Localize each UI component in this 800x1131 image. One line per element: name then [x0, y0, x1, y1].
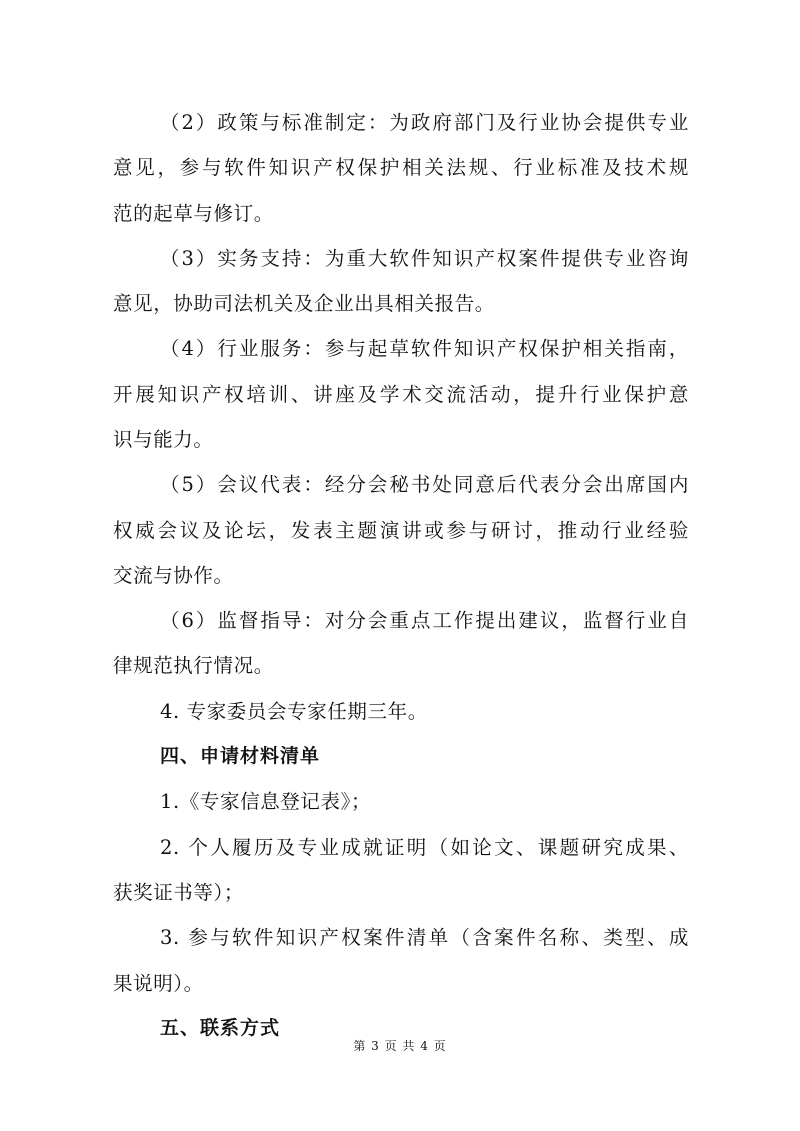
paragraph-policy-line-2: 意见，参与软件知识产权保护相关法规、行业标准及技术规 — [113, 156, 689, 179]
paragraph-practice-line-2: 意见，协助司法机关及企业出具相关报告。 — [113, 292, 495, 315]
material-item-3-line-2: 果说明）。 — [113, 972, 204, 995]
paragraph-policy-line-1: （2）政策与标准制定：为政府部门及行业协会提供专业 — [160, 111, 689, 134]
material-item-2-line-1: 2. 个人履历及专业成就证明（如论文、课题研究成果、 — [160, 836, 689, 859]
paragraph-meeting-line-3: 交流与协作。 — [113, 564, 234, 587]
material-item-1: 1.《专家信息登记表》； — [160, 790, 372, 813]
material-item-2-line-2: 获奖证书等）； — [113, 881, 244, 904]
material-item-3-line-1: 3. 参与软件知识产权案件清单（含案件名称、类型、成 — [160, 926, 689, 949]
page-number-footer: 第 3 页 共 4 页 — [353, 1039, 447, 1053]
term-item: 4. 专家委员会专家任期三年。 — [160, 700, 428, 723]
paragraph-supervision-line-2: 律规范执行情况。 — [113, 654, 274, 677]
section-heading-contact: 五、联系方式 — [160, 1017, 281, 1039]
paragraph-policy-line-3: 范的起草与修订。 — [113, 202, 274, 225]
paragraph-industry-line-3: 识与能力。 — [113, 428, 214, 451]
paragraph-industry-line-1: （4）行业服务：参与起草软件知识产权保护相关指南， — [160, 337, 689, 360]
paragraph-practice-line-1: （3）实务支持：为重大软件知识产权案件提供专业咨询 — [160, 247, 689, 270]
paragraph-industry-line-2: 开展知识产权培训、讲座及学术交流活动，提升行业保护意 — [113, 383, 689, 406]
paragraph-meeting-line-2: 权威会议及论坛，发表主题演讲或参与研讨，推动行业经验 — [113, 519, 689, 542]
section-heading-materials: 四、申请材料清单 — [160, 745, 321, 767]
paragraph-supervision-line-1: （6）监督指导：对分会重点工作提出建议，监督行业自 — [160, 609, 689, 632]
paragraph-meeting-line-1: （5）会议代表：经分会秘书处同意后代表分会出席国内 — [160, 473, 689, 496]
